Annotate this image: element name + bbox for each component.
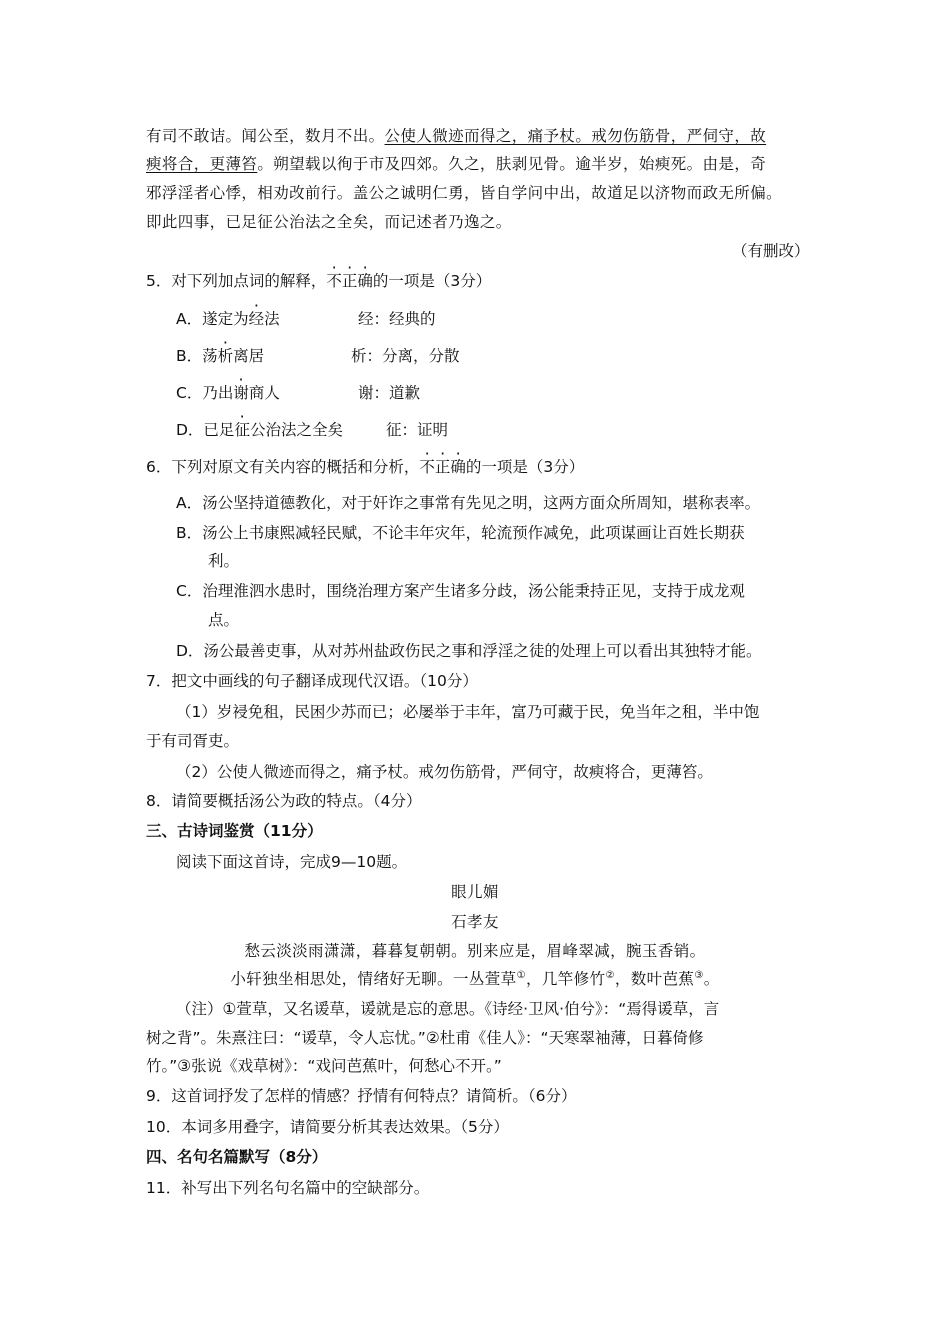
question-11-stem: 11．补写出下列名句名篇中的空缺部分。 — [146, 1179, 430, 1197]
poem-note-cont: 竹。”③张说《戏草树》：“戏问芭蕉叶，何愁心不开。” — [146, 1057, 502, 1075]
poem-title: 眼儿媚 — [451, 883, 499, 901]
q6-option-b-cont: 利。 — [208, 552, 240, 570]
underlined-sentence: 公使人微迹而得之，痛予杖。戒勿伤筋骨，严伺守，故 — [384, 127, 767, 145]
q6-option-c: C．治理淮泗水患时，围绕治理方案产生诸多分歧，汤公能秉持正见，支持于成龙观 — [176, 582, 745, 600]
section-3-intro: 阅读下面这首诗，完成9—10题。 — [176, 853, 408, 871]
dotted-char: 征 — [234, 421, 250, 439]
poem-note: （注）①萱草，又名谖草，谖就是忘的意思。《诗经·卫风·伯兮》：“焉得谖草，言 — [176, 1000, 720, 1018]
q5-option-d-explanation: 征：证明 — [386, 421, 449, 439]
dotted-char: 正 — [341, 272, 358, 290]
question-9-stem: 9．这首词抒发了怎样的情感？抒情有何特点？请简析。（6分） — [146, 1087, 577, 1105]
section-4-title: 四、名句名篇默写（8分） — [146, 1148, 328, 1166]
q5-option-c-explanation: 谢：道歉 — [358, 384, 421, 402]
question-10-stem: 10．本词多用叠字，请简要分析其表达效果。（5分） — [146, 1118, 509, 1136]
q7-sentence-2: （2）公使人微迹而得之，痛予杖。戒勿伤筋骨，严伺守，故瘐将合，更薄笞。 — [176, 763, 713, 781]
question-8-stem: 8．请简要概括汤公为政的特点。（4分） — [146, 792, 422, 810]
section-3-title: 三、古诗词鉴赏（11分） — [146, 822, 323, 840]
poem-line-1: 愁云淡淡雨潇潇，暮暮复朝朝。别来应是，眉峰翠减，腕玉香销。 — [244, 942, 706, 960]
footnote-mark: ③ — [694, 969, 704, 981]
q5-option-c: C．乃出谢商人 — [176, 384, 280, 402]
q6-option-d: D．汤公最善吏事，从对苏州盐政伤民之事和浮淫之徒的处理上可以看出其独特才能。 — [176, 642, 762, 660]
q6-option-c-cont: 点。 — [208, 611, 240, 629]
dotted-char: 确 — [450, 458, 466, 476]
q5-option-a-explanation: 经：经典的 — [358, 310, 436, 328]
source-note: （有删改） — [732, 242, 810, 260]
q5-option-b: B．荡析离居 — [176, 347, 265, 365]
footnote-mark: ② — [605, 969, 615, 981]
q5-option-d: D．已足征公治法之全矣 — [176, 421, 343, 439]
question-5-stem: 5．对下列加点词的解释，不正确的一项是（3分） — [146, 272, 492, 290]
dotted-char: 谢 — [233, 384, 249, 402]
q6-option-a: A．汤公坚持道德教化，对于奸诈之事常有先见之明，这两方面众所周知，堪称表率。 — [176, 494, 761, 512]
q5-option-a: A．遂定为经法 — [176, 310, 280, 328]
question-6-stem: 6．下列对原文有关内容的概括和分析，不正确的一项是（3分） — [146, 458, 585, 476]
dotted-char: 经 — [248, 310, 265, 328]
passage-line: 即此四事，已足征公治法之全矣，而记述者乃逸之。 — [146, 213, 512, 231]
q7-sentence-1: （1）岁祲免租，民困少苏而已；必屡举于丰年，富乃可藏于民，免当年之租，半中饱 — [176, 703, 760, 721]
poem-line-2: 小轩独坐相思处，情绪好无聊。一丛萱草①，几竿修竹②，数叶芭蕉③。 — [230, 969, 720, 988]
q5-option-b-explanation: 析：分离，分散 — [351, 347, 460, 365]
poem-note-cont: 树之背”。朱熹注曰：“谖草，令人忘忧。”②杜甫《佳人》：“天寒翠袖薄，日暮倚修 — [146, 1029, 704, 1047]
passage-line: 邪浮淫者心悸，相劝改前行。盖公之诚明仁勇，皆自学问中出，故道足以济物而政无所偏。 — [146, 184, 783, 202]
dotted-char: 不 — [419, 458, 435, 476]
dotted-char: 确 — [357, 272, 373, 290]
dotted-char: 不 — [326, 272, 342, 290]
q6-option-b: B．汤公上书康熙减轻民赋，不论丰年灾年，轮流预作减免，此项谋画让百姓长期获 — [176, 524, 745, 542]
poem-author: 石孝友 — [451, 913, 499, 931]
passage-line: 瘐将合，更薄笞。朔望载以徇于市及四郊。久之，肤剥见骨。逾半岁，始瘐死。由是，奇 — [146, 155, 767, 173]
dotted-char: 正 — [434, 458, 451, 476]
q7-sentence-1-cont: 于有司胥吏。 — [146, 732, 240, 750]
dotted-char: 析 — [217, 347, 234, 365]
passage-line: 有司不敢诘。闻公至，数月不出。公使人微迹而得之，痛予杖。戒勿伤筋骨，严伺守，故 — [146, 127, 767, 145]
underlined-sentence: 瘐将合，更薄笞 — [146, 155, 258, 173]
question-7-stem: 7．把文中画线的句子翻译成现代汉语。（10分） — [146, 672, 478, 690]
footnote-mark: ① — [516, 969, 526, 981]
